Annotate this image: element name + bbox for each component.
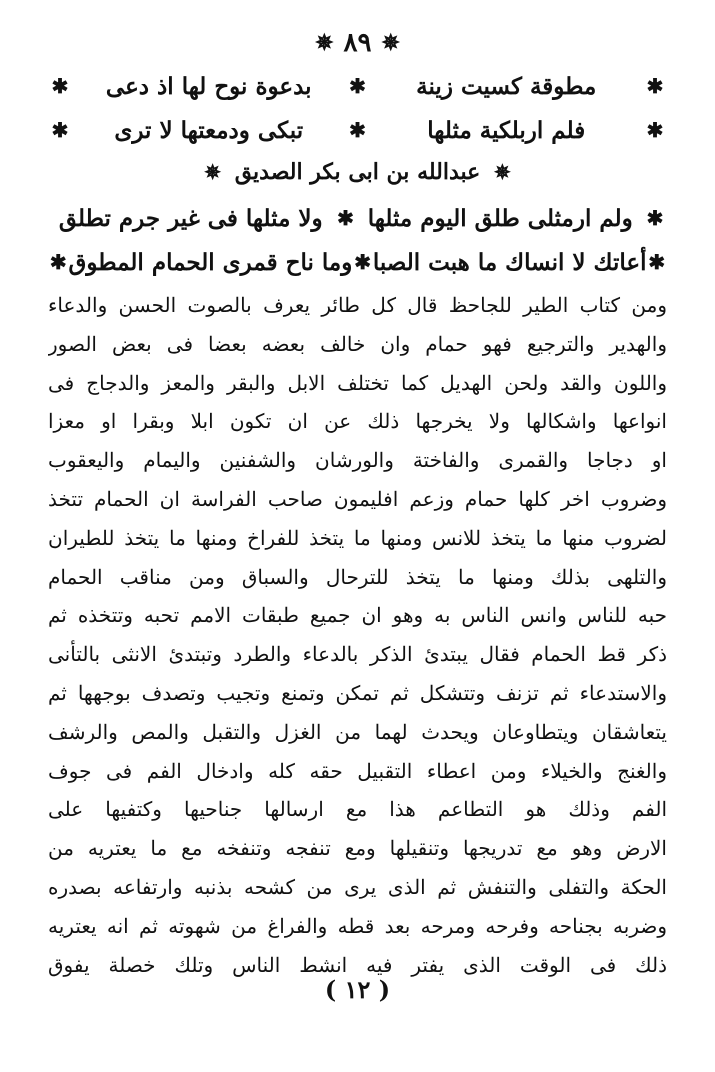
star-icon: ✱ (648, 250, 666, 274)
prose-line: وضروب اخر كلها حمام وزعم افليمون صاحب الفراسة ان الحمام تتخذ (48, 486, 667, 511)
ornament-icon: ✵ (493, 160, 511, 184)
prose-line: واللون والقد ولحن الهديل كما تختلف الابل والبقر والمعز والدجاج فى (48, 370, 667, 395)
prose-line: والتلهى بذلك ومنها ما يتخذ للترحال والسباق ومن مناقب الحمام (48, 564, 667, 589)
verse-first-hemistich: أعاتك لا انساك ما هبت الصبا (372, 248, 647, 276)
verse-second-hemistich: وما ناح قمرى الحمام المطوق (68, 248, 353, 276)
verses-top (48, 64, 667, 152)
prose-line: انواعها واشكالها ولا يخرجها ذلك عن ان تكون ابلا وبقرا او معزا (48, 409, 667, 434)
prose-line: او دجاجا والقمرى والفاختة والورشان والشفنين واليمام واليعقوب (48, 448, 667, 473)
star-icon: ✱ (51, 118, 69, 142)
star-icon: ✱ (51, 74, 69, 98)
prose-line: والغنج والخيلاء ومن اعطاء التقبيل حقه كله وادخال الفم فى جوف (48, 758, 667, 783)
folio-number: ( ١٢ ) (324, 975, 391, 1004)
page-header (48, 26, 667, 60)
verse-line (48, 240, 667, 284)
prose-line: ومن كتاب الطير للجاحظ قال كل طائر يعرف بالصوت الحسن والدعاء (48, 293, 667, 317)
star-icon: ✱ (349, 74, 366, 98)
prose-line: الفم وذلك هو التطاعم هذا مع ارسالها جناحيها وكتفيها على (48, 797, 667, 822)
star-icon: ✱ (646, 74, 664, 98)
ornament-left-icon: ✵ (315, 30, 334, 56)
prose-line: حبه للناس وانس الناس به وهو ان جميع طبقات الامم تحبه وتتخذه ثم (48, 603, 667, 628)
verse-line (48, 196, 667, 240)
ornament-right-icon: ✵ (381, 30, 400, 56)
verse-line (48, 64, 667, 108)
prose-body (48, 286, 667, 984)
verse-first-hemistich: ولم ارمثلى طلق اليوم مثلها (367, 204, 633, 232)
verse-first-hemistich: مطوقة كسيت زينة (416, 72, 597, 100)
prose-line: ذكر قط الحمام فقال يبتدئ الذكر بالدعاء والطرد وتبتدئ الانثى بالتأنى (48, 642, 667, 667)
verse-second-hemistich: ولا مثلها فى غير جرم تطلق (58, 204, 323, 232)
star-icon: ✱ (646, 206, 664, 230)
prose-line: لضروب منها ما يتخذ للانس ومنها ما يتخذ للفراخ ومنها ما يتخذ للطيران (48, 525, 667, 550)
ornament-icon: ✵ (204, 160, 222, 184)
section-title (48, 152, 667, 192)
star-icon: ✱ (354, 250, 371, 274)
star-icon: ✱ (337, 206, 354, 230)
verse-second-hemistich: بدعوة نوح لها اذ دعى (105, 72, 312, 100)
prose-line: والاستدعاء ثم تزنف وتتشكل ثم تمكن وتمنع وتجيب وتصدف بوجهها ثم (48, 680, 667, 705)
section-title-text: عبدالله بن ابى بكر الصديق (234, 159, 481, 185)
star-icon: ✱ (49, 250, 67, 274)
prose-line: وضربه بجناحه وفرحه ومرحه بعد قطه والفراغ من شهوته ثم انه يعتريه (48, 913, 667, 938)
star-icon: ✱ (646, 118, 664, 142)
prose-line: والهدير والترجيع فهو حمام وان خالف بعضه بعضا فى بعض الصور (48, 331, 667, 356)
star-icon: ✱ (349, 118, 366, 142)
verses-bottom (48, 196, 667, 284)
prose-line: ذلك فى الوقت الذى يفتر فيه انشط الناس وتلك خصلة يفوق (48, 952, 667, 977)
page-number: ٨٩ (343, 28, 372, 58)
prose-line: الارض وهو مع تدريجها وتنقيلها ومع تنفجه وتنفخه مع ما يعتريه من (48, 836, 667, 861)
verse-first-hemistich: فلم اربلكية مثلها (427, 116, 586, 144)
prose-line: الحكة والتفلى والتنفش ثم الذى يرى من كشحه بذنبه وارتفاعه بصدره (48, 874, 667, 899)
verse-line (48, 108, 667, 152)
prose-line: يتعاشقان ويتطاوعان ويحدث لهما من الغزل والتقبل والمص والرشف (48, 719, 667, 744)
verse-second-hemistich: تبكى ودمعتها لا ترى (114, 116, 304, 144)
